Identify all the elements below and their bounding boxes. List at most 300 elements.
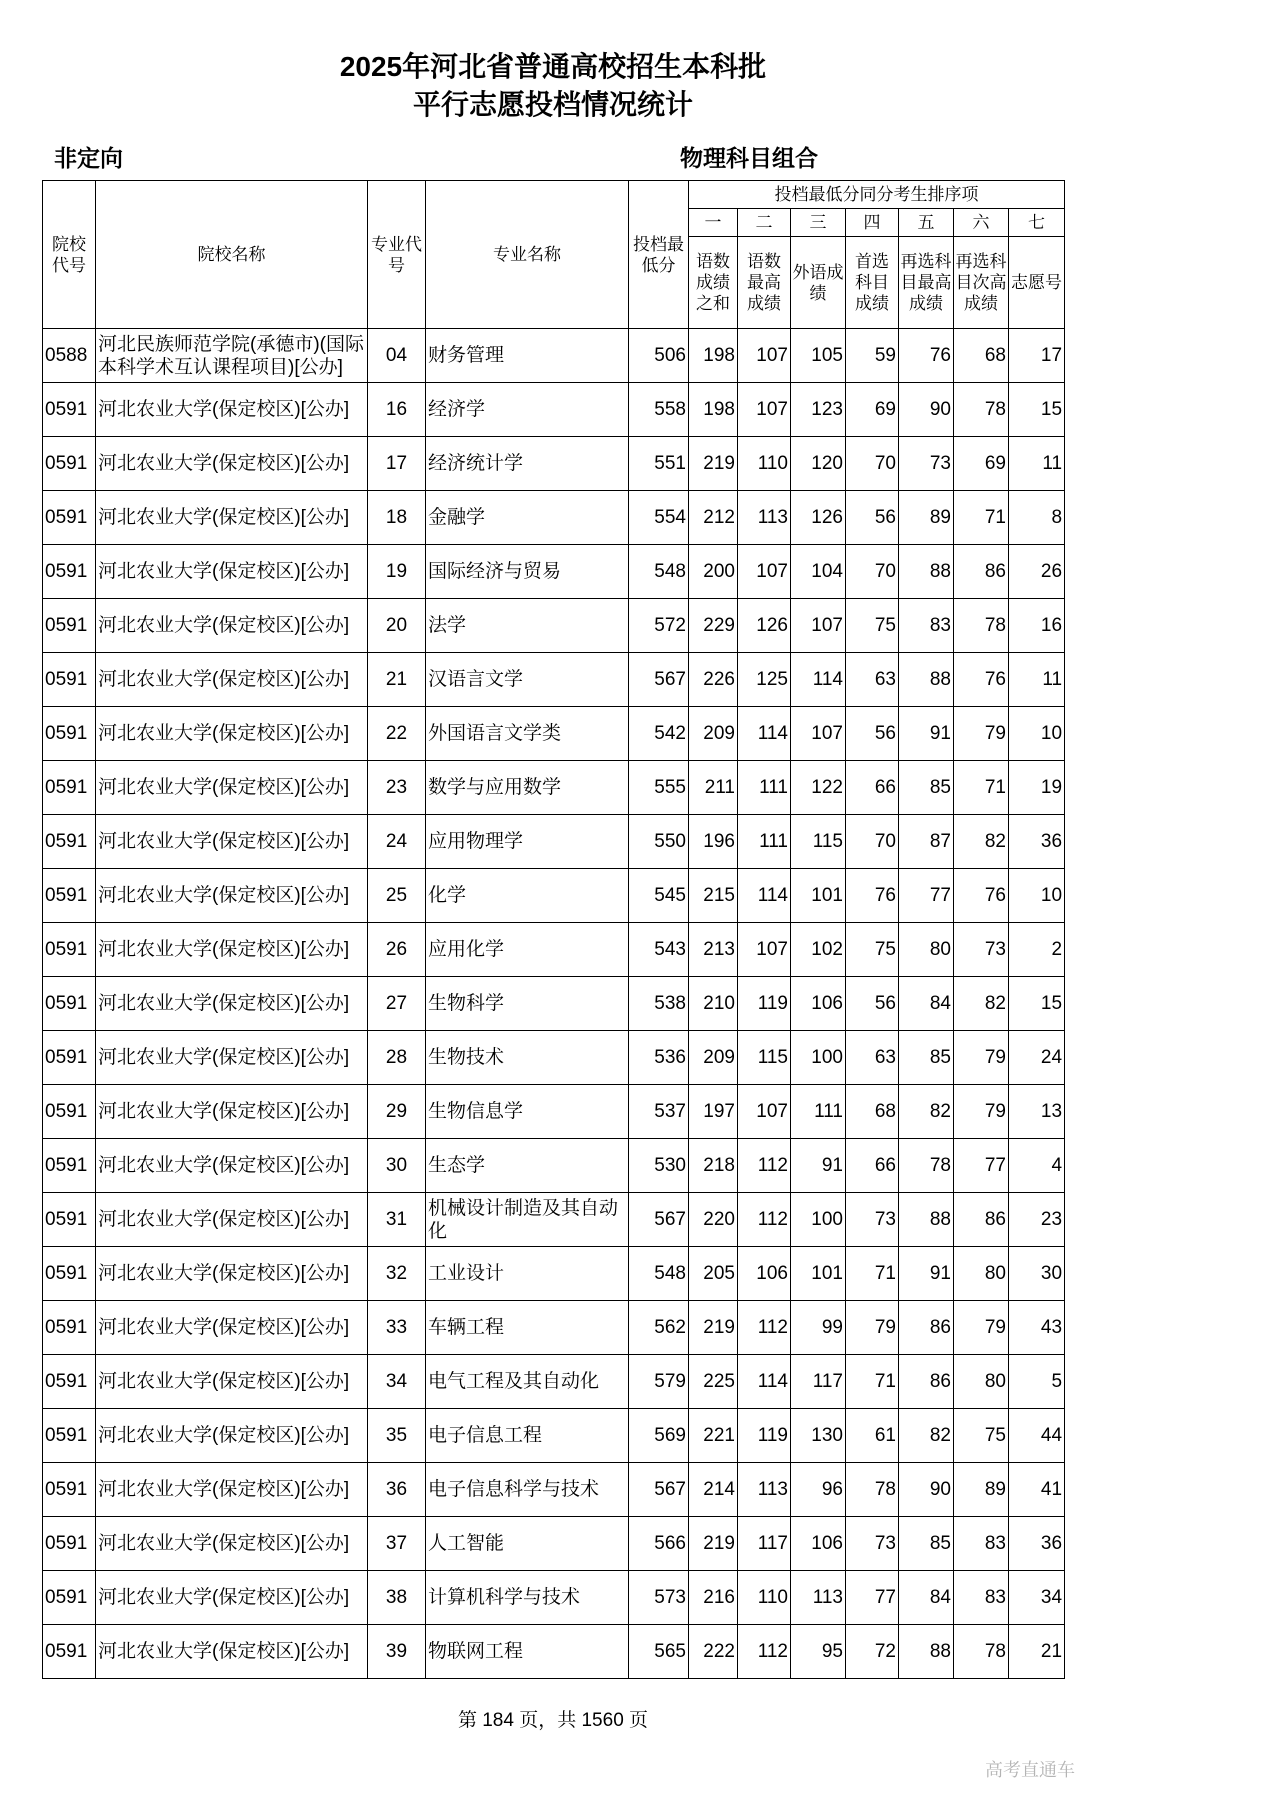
major-code-cell: 18 xyxy=(368,491,426,545)
table-row xyxy=(43,437,1065,491)
college-name-cell: 河北农业大学(保定校区)[公办] xyxy=(96,1193,368,1247)
admission-stats-table xyxy=(42,180,1065,1679)
rank4-score-cell: 68 xyxy=(846,1085,899,1139)
page-title xyxy=(42,48,1064,124)
rank6-score-cell: 78 xyxy=(954,1625,1009,1679)
table-row xyxy=(43,653,1065,707)
table-row xyxy=(43,1301,1065,1355)
rank5-score-cell: 88 xyxy=(899,1625,954,1679)
rank6-score-cell: 75 xyxy=(954,1409,1009,1463)
rank7-score-cell: 13 xyxy=(1009,1085,1065,1139)
major-name-cell: 国际经济与贸易 xyxy=(426,545,629,599)
rank4-score-cell: 73 xyxy=(846,1517,899,1571)
rank2-score-cell: 106 xyxy=(738,1247,791,1301)
rank3-score-cell: 126 xyxy=(791,491,846,545)
major-code-cell: 34 xyxy=(368,1355,426,1409)
rank7-score-cell: 8 xyxy=(1009,491,1065,545)
major-code-cell: 16 xyxy=(368,383,426,437)
rank1-score-cell: 210 xyxy=(689,977,738,1031)
rank3-score-cell: 105 xyxy=(791,329,846,383)
min-score-cell: 506 xyxy=(629,329,689,383)
college-name-cell: 河北农业大学(保定校区)[公办] xyxy=(96,1247,368,1301)
min-score-cell: 530 xyxy=(629,1139,689,1193)
major-code-cell: 23 xyxy=(368,761,426,815)
college-code-cell: 0591 xyxy=(43,1463,96,1517)
min-score-cell: 567 xyxy=(629,1463,689,1517)
major-name-cell: 电子信息工程 xyxy=(426,1409,629,1463)
college-code-cell: 0591 xyxy=(43,1409,96,1463)
rank1-score-cell: 229 xyxy=(689,599,738,653)
rank7-score-cell: 17 xyxy=(1009,329,1065,383)
rank3-score-cell: 106 xyxy=(791,977,846,1031)
rank6-score-cell: 78 xyxy=(954,383,1009,437)
college-name-cell: 河北农业大学(保定校区)[公办] xyxy=(96,1031,368,1085)
rank7-score-cell: 4 xyxy=(1009,1139,1065,1193)
header-college-name: 院校名称 xyxy=(96,181,368,329)
table-row xyxy=(43,1625,1065,1679)
rank6-score-cell: 86 xyxy=(954,1193,1009,1247)
major-code-cell: 19 xyxy=(368,545,426,599)
labels-row xyxy=(42,140,1064,172)
major-name-cell: 生态学 xyxy=(426,1139,629,1193)
rank2-score-cell: 110 xyxy=(738,1571,791,1625)
min-score-cell: 536 xyxy=(629,1031,689,1085)
rank7-score-cell: 34 xyxy=(1009,1571,1065,1625)
rank4-score-cell: 75 xyxy=(846,923,899,977)
rank3-score-cell: 106 xyxy=(791,1517,846,1571)
college-name-cell: 河北农业大学(保定校区)[公办] xyxy=(96,977,368,1031)
rank6-score-cell: 82 xyxy=(954,815,1009,869)
college-name-cell: 河北农业大学(保定校区)[公办] xyxy=(96,1625,368,1679)
table-row xyxy=(43,707,1065,761)
college-name-cell: 河北农业大学(保定校区)[公办] xyxy=(96,707,368,761)
header-major-code: 专业代号 xyxy=(368,181,426,329)
college-code-cell: 0591 xyxy=(43,707,96,761)
rank3-score-cell: 114 xyxy=(791,653,846,707)
rank4-score-cell: 75 xyxy=(846,599,899,653)
rank2-score-cell: 119 xyxy=(738,1409,791,1463)
rank3-score-cell: 100 xyxy=(791,1193,846,1247)
college-name-cell: 河北农业大学(保定校区)[公办] xyxy=(96,437,368,491)
page-content xyxy=(42,0,1064,1732)
rank6-score-cell: 79 xyxy=(954,1031,1009,1085)
major-name-cell: 人工智能 xyxy=(426,1517,629,1571)
major-name-cell: 电气工程及其自动化 xyxy=(426,1355,629,1409)
min-score-cell: 550 xyxy=(629,815,689,869)
rank1-score-cell: 196 xyxy=(689,815,738,869)
rank2-score-cell: 107 xyxy=(738,329,791,383)
rank2-score-cell: 112 xyxy=(738,1625,791,1679)
rank7-score-cell: 5 xyxy=(1009,1355,1065,1409)
table-row xyxy=(43,923,1065,977)
major-code-cell: 24 xyxy=(368,815,426,869)
rank7-score-cell: 26 xyxy=(1009,545,1065,599)
table-row xyxy=(43,1463,1065,1517)
major-name-cell: 生物科学 xyxy=(426,977,629,1031)
rank1-score-cell: 213 xyxy=(689,923,738,977)
page-title-line1: 2025年河北省普通高校招生本科批 xyxy=(339,51,767,82)
major-code-cell: 38 xyxy=(368,1571,426,1625)
min-score-cell: 567 xyxy=(629,653,689,707)
rank1-score-cell: 220 xyxy=(689,1193,738,1247)
rank2-score-cell: 113 xyxy=(738,1463,791,1517)
rank4-score-cell: 66 xyxy=(846,1139,899,1193)
major-name-cell: 经济学 xyxy=(426,383,629,437)
major-code-cell: 21 xyxy=(368,653,426,707)
min-score-cell: 579 xyxy=(629,1355,689,1409)
major-name-cell: 金融学 xyxy=(426,491,629,545)
rank1-score-cell: 209 xyxy=(689,1031,738,1085)
major-name-cell: 计算机科学与技术 xyxy=(426,1571,629,1625)
rank5-score-cell: 85 xyxy=(899,1031,954,1085)
rank3-score-cell: 104 xyxy=(791,545,846,599)
major-name-cell: 化学 xyxy=(426,869,629,923)
major-code-cell: 26 xyxy=(368,923,426,977)
min-score-cell: 548 xyxy=(629,1247,689,1301)
major-name-cell: 机械设计制造及其自动化 xyxy=(426,1193,629,1247)
rank3-score-cell: 115 xyxy=(791,815,846,869)
college-code-cell: 0591 xyxy=(43,383,96,437)
rank5-score-cell: 84 xyxy=(899,977,954,1031)
major-name-cell: 应用物理学 xyxy=(426,815,629,869)
rank-col-number: 五 xyxy=(899,209,954,237)
rank4-score-cell: 77 xyxy=(846,1571,899,1625)
rank2-score-cell: 112 xyxy=(738,1301,791,1355)
rank5-score-cell: 78 xyxy=(899,1139,954,1193)
rank7-score-cell: 2 xyxy=(1009,923,1065,977)
college-name-cell: 河北农业大学(保定校区)[公办] xyxy=(96,1409,368,1463)
rank-col-number: 四 xyxy=(846,209,899,237)
min-score-cell: 558 xyxy=(629,383,689,437)
rank-col-label: 再选科目最高成绩 xyxy=(899,237,954,329)
rank7-score-cell: 36 xyxy=(1009,1517,1065,1571)
college-code-cell: 0591 xyxy=(43,1625,96,1679)
table-row xyxy=(43,1139,1065,1193)
rank1-score-cell: 209 xyxy=(689,707,738,761)
rank7-score-cell: 11 xyxy=(1009,653,1065,707)
rank6-score-cell: 78 xyxy=(954,599,1009,653)
rank6-score-cell: 83 xyxy=(954,1517,1009,1571)
table-row xyxy=(43,1571,1065,1625)
rank5-score-cell: 84 xyxy=(899,1571,954,1625)
rank3-score-cell: 122 xyxy=(791,761,846,815)
rank-col-label: 首选科目成绩 xyxy=(846,237,899,329)
major-name-cell: 车辆工程 xyxy=(426,1301,629,1355)
college-code-cell: 0591 xyxy=(43,761,96,815)
rank2-score-cell: 111 xyxy=(738,761,791,815)
rank4-score-cell: 70 xyxy=(846,545,899,599)
header-min-score: 投档最低分 xyxy=(629,181,689,329)
rank3-score-cell: 95 xyxy=(791,1625,846,1679)
rank7-score-cell: 10 xyxy=(1009,707,1065,761)
major-code-cell: 33 xyxy=(368,1301,426,1355)
rank1-score-cell: 218 xyxy=(689,1139,738,1193)
major-name-cell: 电子信息科学与技术 xyxy=(426,1463,629,1517)
rank7-score-cell: 43 xyxy=(1009,1301,1065,1355)
header-college-code: 院校代号 xyxy=(43,181,96,329)
table-row xyxy=(43,329,1065,383)
rank2-score-cell: 107 xyxy=(738,923,791,977)
rank5-score-cell: 76 xyxy=(899,329,954,383)
header-tiebreak-group: 投档最低分同分考生排序项 xyxy=(689,181,1065,209)
rank3-score-cell: 107 xyxy=(791,707,846,761)
major-code-cell: 31 xyxy=(368,1193,426,1247)
rank4-score-cell: 71 xyxy=(846,1247,899,1301)
college-name-cell: 河北农业大学(保定校区)[公办] xyxy=(96,599,368,653)
rank5-score-cell: 80 xyxy=(899,923,954,977)
rank1-score-cell: 214 xyxy=(689,1463,738,1517)
major-code-cell: 36 xyxy=(368,1463,426,1517)
college-code-cell: 0591 xyxy=(43,1247,96,1301)
major-code-cell: 30 xyxy=(368,1139,426,1193)
major-code-cell: 39 xyxy=(368,1625,426,1679)
rank6-score-cell: 76 xyxy=(954,653,1009,707)
rank3-score-cell: 107 xyxy=(791,599,846,653)
college-code-cell: 0591 xyxy=(43,653,96,707)
major-code-cell: 35 xyxy=(368,1409,426,1463)
rank7-score-cell: 19 xyxy=(1009,761,1065,815)
rank5-score-cell: 88 xyxy=(899,653,954,707)
rank2-score-cell: 110 xyxy=(738,437,791,491)
table-row xyxy=(43,599,1065,653)
major-code-cell: 04 xyxy=(368,329,426,383)
college-name-cell: 河北农业大学(保定校区)[公办] xyxy=(96,653,368,707)
min-score-cell: 573 xyxy=(629,1571,689,1625)
college-code-cell: 0591 xyxy=(43,869,96,923)
rank3-score-cell: 101 xyxy=(791,1247,846,1301)
min-score-cell: 538 xyxy=(629,977,689,1031)
rank-col-number: 一 xyxy=(689,209,738,237)
college-name-cell: 河北农业大学(保定校区)[公办] xyxy=(96,923,368,977)
college-code-cell: 0591 xyxy=(43,815,96,869)
rank2-score-cell: 107 xyxy=(738,1085,791,1139)
rank1-score-cell: 215 xyxy=(689,869,738,923)
rank5-score-cell: 90 xyxy=(899,383,954,437)
table-row xyxy=(43,1085,1065,1139)
min-score-cell: 565 xyxy=(629,1625,689,1679)
rank6-score-cell: 77 xyxy=(954,1139,1009,1193)
college-name-cell: 河北农业大学(保定校区)[公办] xyxy=(96,383,368,437)
major-code-cell: 29 xyxy=(368,1085,426,1139)
rank7-score-cell: 36 xyxy=(1009,815,1065,869)
rank5-score-cell: 77 xyxy=(899,869,954,923)
rank4-score-cell: 61 xyxy=(846,1409,899,1463)
rank4-score-cell: 59 xyxy=(846,329,899,383)
rank-col-label: 语数最高成绩 xyxy=(738,237,791,329)
min-score-cell: 551 xyxy=(629,437,689,491)
rank3-score-cell: 91 xyxy=(791,1139,846,1193)
rank5-score-cell: 89 xyxy=(899,491,954,545)
min-score-cell: 543 xyxy=(629,923,689,977)
rank6-score-cell: 79 xyxy=(954,1085,1009,1139)
college-name-cell: 河北农业大学(保定校区)[公办] xyxy=(96,815,368,869)
rank5-score-cell: 73 xyxy=(899,437,954,491)
rank7-score-cell: 11 xyxy=(1009,437,1065,491)
table-row xyxy=(43,977,1065,1031)
rank1-score-cell: 216 xyxy=(689,1571,738,1625)
college-code-cell: 0591 xyxy=(43,1517,96,1571)
table-row xyxy=(43,383,1065,437)
table-row xyxy=(43,1031,1065,1085)
rank2-score-cell: 117 xyxy=(738,1517,791,1571)
rank6-score-cell: 73 xyxy=(954,923,1009,977)
rank7-score-cell: 30 xyxy=(1009,1247,1065,1301)
rank6-score-cell: 89 xyxy=(954,1463,1009,1517)
rank-col-label: 再选科目次高成绩 xyxy=(954,237,1009,329)
rank3-score-cell: 130 xyxy=(791,1409,846,1463)
rank1-score-cell: 226 xyxy=(689,653,738,707)
rank-col-label: 志愿号 xyxy=(1009,237,1065,329)
rank7-score-cell: 44 xyxy=(1009,1409,1065,1463)
min-score-cell: 572 xyxy=(629,599,689,653)
college-name-cell: 河北农业大学(保定校区)[公办] xyxy=(96,1463,368,1517)
rank3-score-cell: 120 xyxy=(791,437,846,491)
rank-col-number: 二 xyxy=(738,209,791,237)
college-code-cell: 0591 xyxy=(43,1031,96,1085)
page-title-line2: 平行志愿投档情况统计 xyxy=(412,89,693,120)
college-code-cell: 0591 xyxy=(43,545,96,599)
rank4-score-cell: 73 xyxy=(846,1193,899,1247)
rank3-score-cell: 113 xyxy=(791,1571,846,1625)
major-name-cell: 经济统计学 xyxy=(426,437,629,491)
rank5-score-cell: 87 xyxy=(899,815,954,869)
rank5-score-cell: 82 xyxy=(899,1409,954,1463)
college-code-cell: 0591 xyxy=(43,977,96,1031)
rank1-score-cell: 221 xyxy=(689,1409,738,1463)
rank5-score-cell: 88 xyxy=(899,1193,954,1247)
label-subject-combination: 物理科目组合 xyxy=(680,145,818,171)
rank1-score-cell: 219 xyxy=(689,437,738,491)
rank4-score-cell: 56 xyxy=(846,977,899,1031)
college-code-cell: 0591 xyxy=(43,1139,96,1193)
major-name-cell: 工业设计 xyxy=(426,1247,629,1301)
rank-col-number: 六 xyxy=(954,209,1009,237)
rank4-score-cell: 79 xyxy=(846,1301,899,1355)
table-row xyxy=(43,491,1065,545)
rank6-score-cell: 71 xyxy=(954,491,1009,545)
rank4-score-cell: 76 xyxy=(846,869,899,923)
rank5-score-cell: 88 xyxy=(899,545,954,599)
rank2-score-cell: 107 xyxy=(738,383,791,437)
rank3-score-cell: 117 xyxy=(791,1355,846,1409)
rank2-score-cell: 114 xyxy=(738,707,791,761)
rank3-score-cell: 111 xyxy=(791,1085,846,1139)
rank1-score-cell: 211 xyxy=(689,761,738,815)
college-code-cell: 0591 xyxy=(43,1193,96,1247)
rank4-score-cell: 78 xyxy=(846,1463,899,1517)
rank6-score-cell: 86 xyxy=(954,545,1009,599)
table-row xyxy=(43,1355,1065,1409)
rank1-score-cell: 197 xyxy=(689,1085,738,1139)
college-name-cell: 河北农业大学(保定校区)[公办] xyxy=(96,1517,368,1571)
min-score-cell: 567 xyxy=(629,1193,689,1247)
college-name-cell: 河北农业大学(保定校区)[公办] xyxy=(96,1571,368,1625)
rank2-score-cell: 125 xyxy=(738,653,791,707)
rank5-score-cell: 83 xyxy=(899,599,954,653)
table-row xyxy=(43,1247,1065,1301)
major-code-cell: 27 xyxy=(368,977,426,1031)
rank7-score-cell: 15 xyxy=(1009,383,1065,437)
table-row xyxy=(43,1193,1065,1247)
table-row xyxy=(43,1409,1065,1463)
rank7-score-cell: 23 xyxy=(1009,1193,1065,1247)
college-name-cell: 河北农业大学(保定校区)[公办] xyxy=(96,761,368,815)
major-code-cell: 17 xyxy=(368,437,426,491)
rank1-score-cell: 200 xyxy=(689,545,738,599)
college-code-cell: 0591 xyxy=(43,1301,96,1355)
min-score-cell: 554 xyxy=(629,491,689,545)
college-name-cell: 河北农业大学(保定校区)[公办] xyxy=(96,545,368,599)
rank2-score-cell: 112 xyxy=(738,1193,791,1247)
rank2-score-cell: 114 xyxy=(738,1355,791,1409)
rank2-score-cell: 114 xyxy=(738,869,791,923)
college-name-cell: 河北农业大学(保定校区)[公办] xyxy=(96,1085,368,1139)
rank5-score-cell: 91 xyxy=(899,1247,954,1301)
rank1-score-cell: 219 xyxy=(689,1517,738,1571)
rank6-score-cell: 82 xyxy=(954,977,1009,1031)
rank2-score-cell: 112 xyxy=(738,1139,791,1193)
college-code-cell: 0591 xyxy=(43,1355,96,1409)
college-code-cell: 0591 xyxy=(43,1085,96,1139)
college-name-cell: 河北农业大学(保定校区)[公办] xyxy=(96,1355,368,1409)
major-name-cell: 外国语言文学类 xyxy=(426,707,629,761)
rank2-score-cell: 115 xyxy=(738,1031,791,1085)
college-name-cell: 河北农业大学(保定校区)[公办] xyxy=(96,869,368,923)
college-code-cell: 0591 xyxy=(43,1571,96,1625)
rank6-score-cell: 83 xyxy=(954,1571,1009,1625)
min-score-cell: 548 xyxy=(629,545,689,599)
rank1-score-cell: 198 xyxy=(689,329,738,383)
min-score-cell: 569 xyxy=(629,1409,689,1463)
rank-col-label: 语数成绩之和 xyxy=(689,237,738,329)
college-name-cell: 河北农业大学(保定校区)[公办] xyxy=(96,1301,368,1355)
rank3-score-cell: 102 xyxy=(791,923,846,977)
rank6-score-cell: 80 xyxy=(954,1355,1009,1409)
major-code-cell: 28 xyxy=(368,1031,426,1085)
rank7-score-cell: 41 xyxy=(1009,1463,1065,1517)
rank7-score-cell: 15 xyxy=(1009,977,1065,1031)
major-name-cell: 生物技术 xyxy=(426,1031,629,1085)
rank4-score-cell: 70 xyxy=(846,437,899,491)
watermark: 高考直通车 xyxy=(985,1760,1075,1780)
rank2-score-cell: 126 xyxy=(738,599,791,653)
rank7-score-cell: 16 xyxy=(1009,599,1065,653)
header-major-name: 专业名称 xyxy=(426,181,629,329)
min-score-cell: 555 xyxy=(629,761,689,815)
rank5-score-cell: 91 xyxy=(899,707,954,761)
rank6-score-cell: 80 xyxy=(954,1247,1009,1301)
rank3-score-cell: 96 xyxy=(791,1463,846,1517)
rank4-score-cell: 56 xyxy=(846,707,899,761)
rank2-score-cell: 107 xyxy=(738,545,791,599)
college-code-cell: 0591 xyxy=(43,437,96,491)
rank3-score-cell: 123 xyxy=(791,383,846,437)
page-number: 第 184 页，共 1560 页 xyxy=(457,1710,649,1731)
min-score-cell: 537 xyxy=(629,1085,689,1139)
table-row xyxy=(43,1517,1065,1571)
college-name-cell: 河北农业大学(保定校区)[公办] xyxy=(96,1139,368,1193)
min-score-cell: 562 xyxy=(629,1301,689,1355)
rank2-score-cell: 113 xyxy=(738,491,791,545)
min-score-cell: 545 xyxy=(629,869,689,923)
rank5-score-cell: 86 xyxy=(899,1355,954,1409)
rank4-score-cell: 70 xyxy=(846,815,899,869)
rank4-score-cell: 72 xyxy=(846,1625,899,1679)
rank6-score-cell: 69 xyxy=(954,437,1009,491)
rank1-score-cell: 198 xyxy=(689,383,738,437)
min-score-cell: 542 xyxy=(629,707,689,761)
major-name-cell: 应用化学 xyxy=(426,923,629,977)
